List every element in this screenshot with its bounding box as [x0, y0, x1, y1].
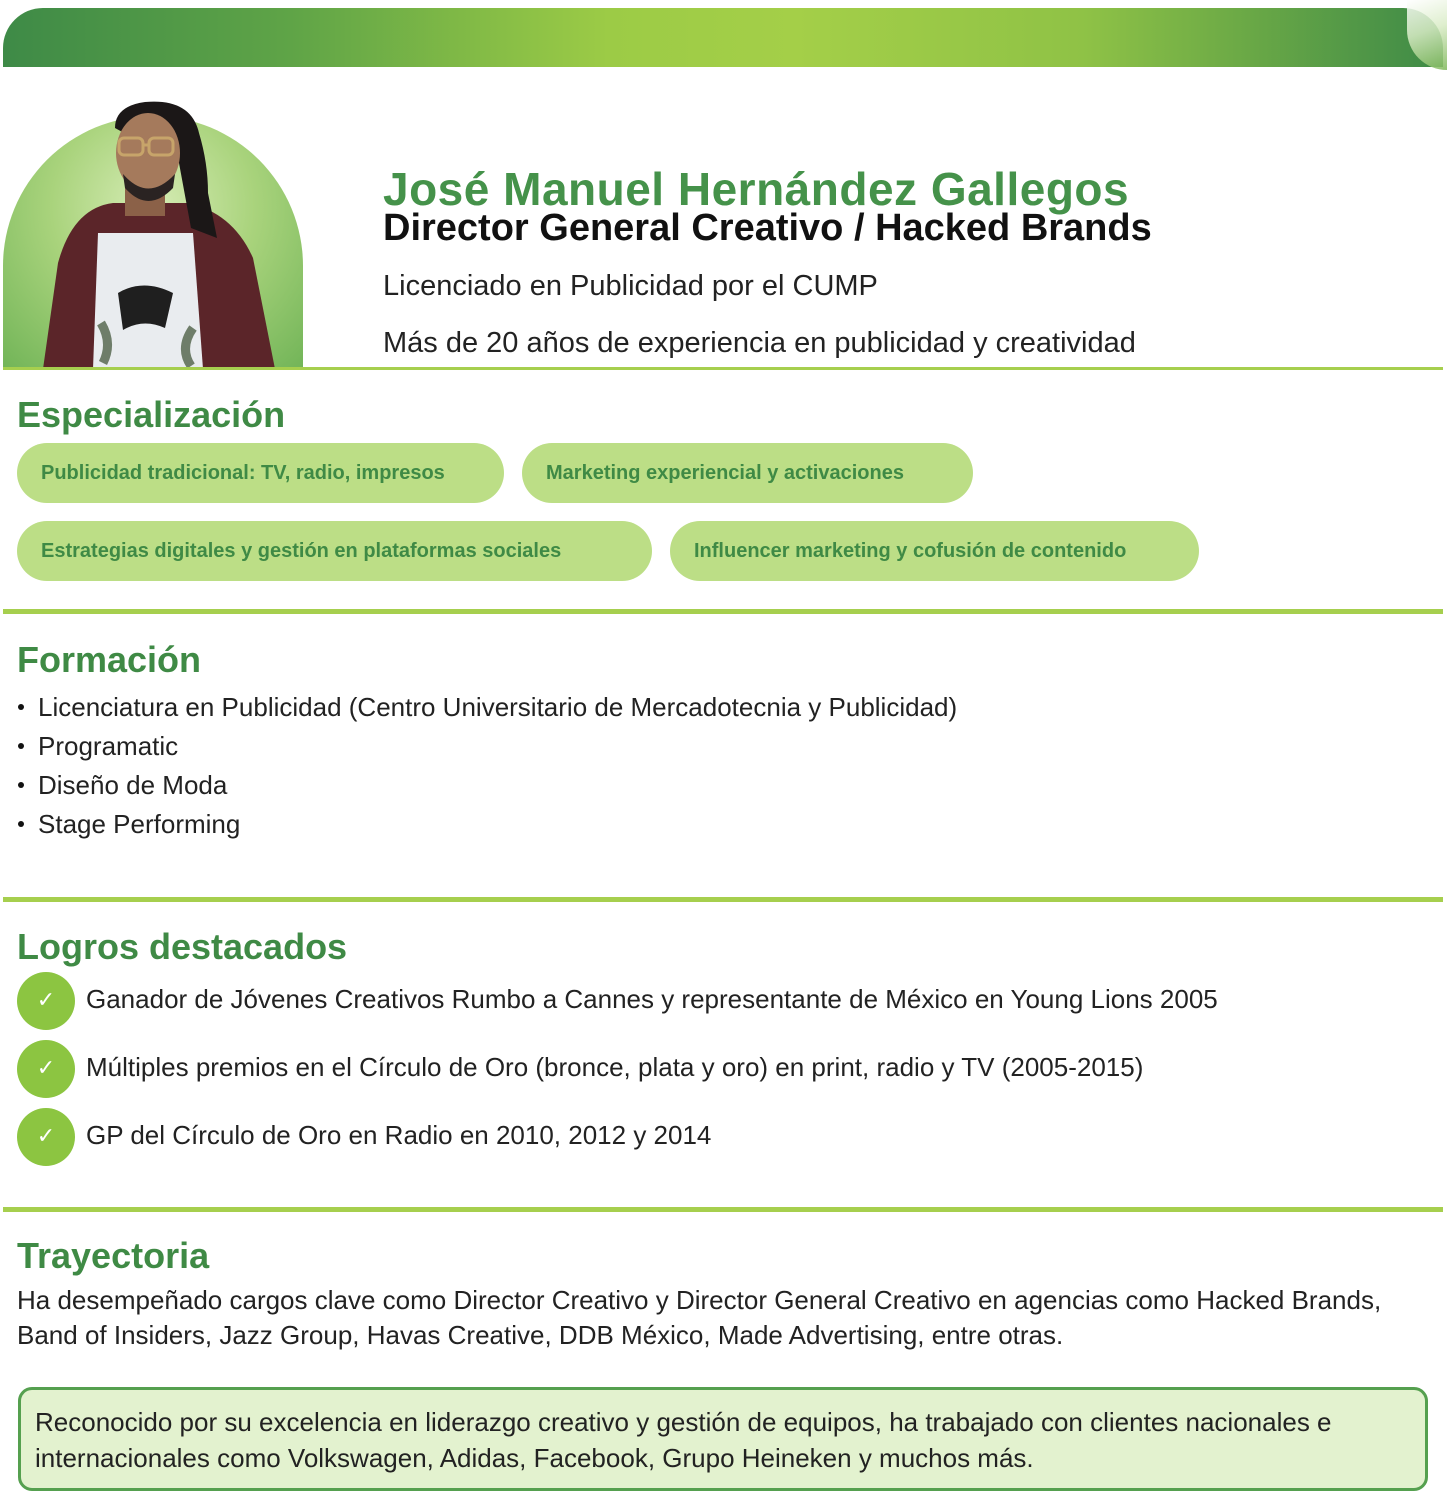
education-title: Formación [17, 639, 202, 680]
education-list [17, 688, 957, 844]
education-item: Diseño de Moda [17, 766, 957, 805]
person-illustration [3, 88, 303, 369]
specialization-tag: Estrategias digitales y gestión en plataformas sociales [17, 521, 652, 581]
education-item: Stage Performing [17, 805, 957, 844]
bullet-icon [18, 782, 24, 788]
section-divider [3, 367, 1443, 370]
achievement-text: Múltiples premios en el Círculo de Oro (bronce, plata y oro) en print, radio y TV (2005-2015) [86, 1052, 1144, 1082]
bullet-icon [18, 821, 24, 827]
education-item: Licenciatura en Publicidad (Centro Universitario de Mercadotecnia y Publicidad) [17, 688, 957, 727]
bullet-icon [18, 704, 24, 710]
specialization-tag: Influencer marketing y cofusión de contenido [670, 521, 1199, 581]
header-gradient-bar [3, 8, 1443, 67]
check-icon: ✓ [17, 1040, 75, 1098]
section-divider [3, 897, 1443, 902]
achievement-text: Ganador de Jóvenes Creativos Rumbo a Cannes y representante de México en Young Lions 2005 [86, 984, 1218, 1014]
specialization-tag: Marketing experiencial y activaciones [522, 443, 973, 503]
achievements-title: Logros destacados [17, 926, 348, 967]
specialization-tag: Publicidad tradicional: TV, radio, impresos [17, 443, 504, 503]
bullet-icon [18, 743, 24, 749]
check-icon: ✓ [17, 1108, 75, 1166]
highlight-box: Reconocido por su excelencia en liderazgo creativo y gestión de equipos, ha trabajado con clientes nacionales e internacionales como Volkswagen, Adidas, Facebook, Grupo Heineken y muchos más. [18, 1387, 1428, 1491]
section-divider [3, 609, 1443, 614]
trajectory-text: Ha desempeñado cargos clave como Director Creativo y Director General Creativo en agencias como Hacked Brands, Band of Insiders, Jazz Group, Havas Creative, DDB México, Made Advertising, entre otras. [17, 1285, 1382, 1350]
check-icon: ✓ [17, 972, 75, 1030]
achievement-text: GP del Círculo de Oro en Radio en 2010, 2012 y 2014 [86, 1120, 712, 1150]
specialization-title: Especialización [17, 394, 286, 435]
education-item: Programatic [17, 727, 957, 766]
person-name: José Manuel Hernández Gallegos [383, 163, 1130, 215]
section-divider [3, 1207, 1443, 1212]
trajectory-title: Trayectoria [17, 1235, 210, 1276]
job-title: Director General Creativo / Hacked Brands [383, 207, 1152, 249]
profile-photo [3, 88, 303, 369]
degree-text: Licenciado en Publicidad por el CUMP [383, 270, 878, 302]
experience-text: Más de 20 años de experiencia en publicidad y creatividad [383, 327, 1136, 359]
